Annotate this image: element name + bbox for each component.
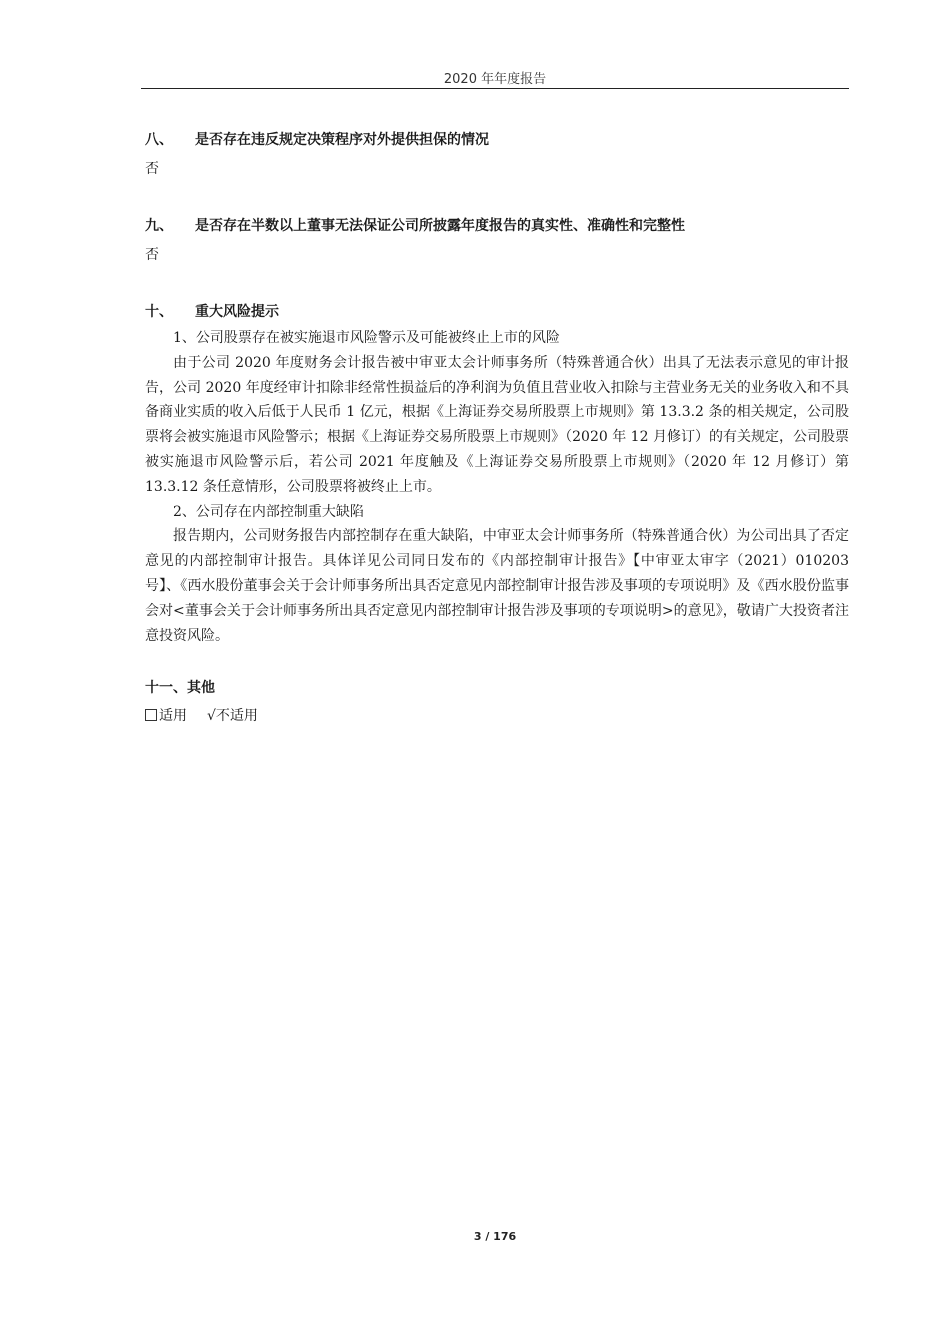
risk-item-2-heading: 2、公司存在内部控制重大缺陷 (173, 503, 364, 520)
applicable-label: 适用 (159, 708, 187, 725)
section-9-number: 九、 (145, 218, 173, 234)
risk-item-1-heading: 1、公司股票存在被实施退市风险警示及可能被终止上市的风险 (173, 330, 560, 346)
page-number: 3 / 176 (473, 1230, 517, 1243)
section-9-heading (145, 212, 849, 240)
section-8-title: 是否存在违反规定决策程序对外提供担保的情况 (195, 132, 489, 148)
applicable-checkbox-icon (145, 709, 157, 721)
section-9-title: 是否存在半数以上董事无法保证公司所披露年度报告的真实性、准确性和完整性 (195, 218, 685, 234)
running-header: 2020 年年度报告 (443, 72, 547, 87)
document-body (145, 126, 849, 730)
header-divider (141, 88, 849, 89)
section-10-heading (145, 298, 849, 326)
not-applicable-label: 不适用 (215, 708, 258, 725)
risk-item-2-body: 报告期内，公司财务报告内部控制存在重大缺陷，中审亚太会计师事务所（特殊普通合伙）为公司出具了否定意见的内部控制审计报告。具体详见公司同日发布的《内部控制审计报告》【中审亚太审字（2021）010203 号】、《西水股份董事会关于会计师事务所出具否定意见内部控制审计报告涉及事项的专项说明》及《西水股份监事会对<董事会关于会计师事务所出具否定意见内部控制审计报告涉及事项的专项说明>的意见》，敬请广大投资者注意投资风险。 (145, 528, 849, 644)
section-8-number: 八、 (145, 132, 173, 148)
section-11-title: 其他 (187, 680, 215, 697)
check-mark-icon: √ (207, 708, 216, 725)
section-9-answer: 否 (145, 247, 159, 263)
section-11-heading (145, 674, 849, 702)
section-11-number: 十一、 (145, 680, 187, 697)
section-8-answer: 否 (145, 161, 159, 177)
section-8-heading (145, 126, 849, 154)
section-10-number: 十、 (145, 304, 173, 320)
risk-item-1-body: 由于公司 2020 年度财务会计报告被中审亚太会计师事务所（特殊普通合伙）出具了无法表示意见的审计报告，公司 2020 年度经审计扣除非经常性损益后的净利润为负值且营业收入扣除与主营业务无关的业务收入和不具备商业实质的收入后低于人民币 1 亿元，根据《上海证券交易所股票上市规则》第 13.3.2 条的相关规定，公司股票将会被实施退市风险警示；根据《上海证券交易所股票上市规则》（2020 年 12 月修订）的有关规定，公司股票被实施退市风险警示后，若公司 2021 年度触及《上海证券交易所股票上市规则》（2020 年 12 月修订）第 13.3.12 条任意情形，公司股票将被终止上市。 (145, 354, 849, 495)
applicability-options (145, 702, 849, 730)
section-10-title: 重大风险提示 (195, 304, 279, 320)
